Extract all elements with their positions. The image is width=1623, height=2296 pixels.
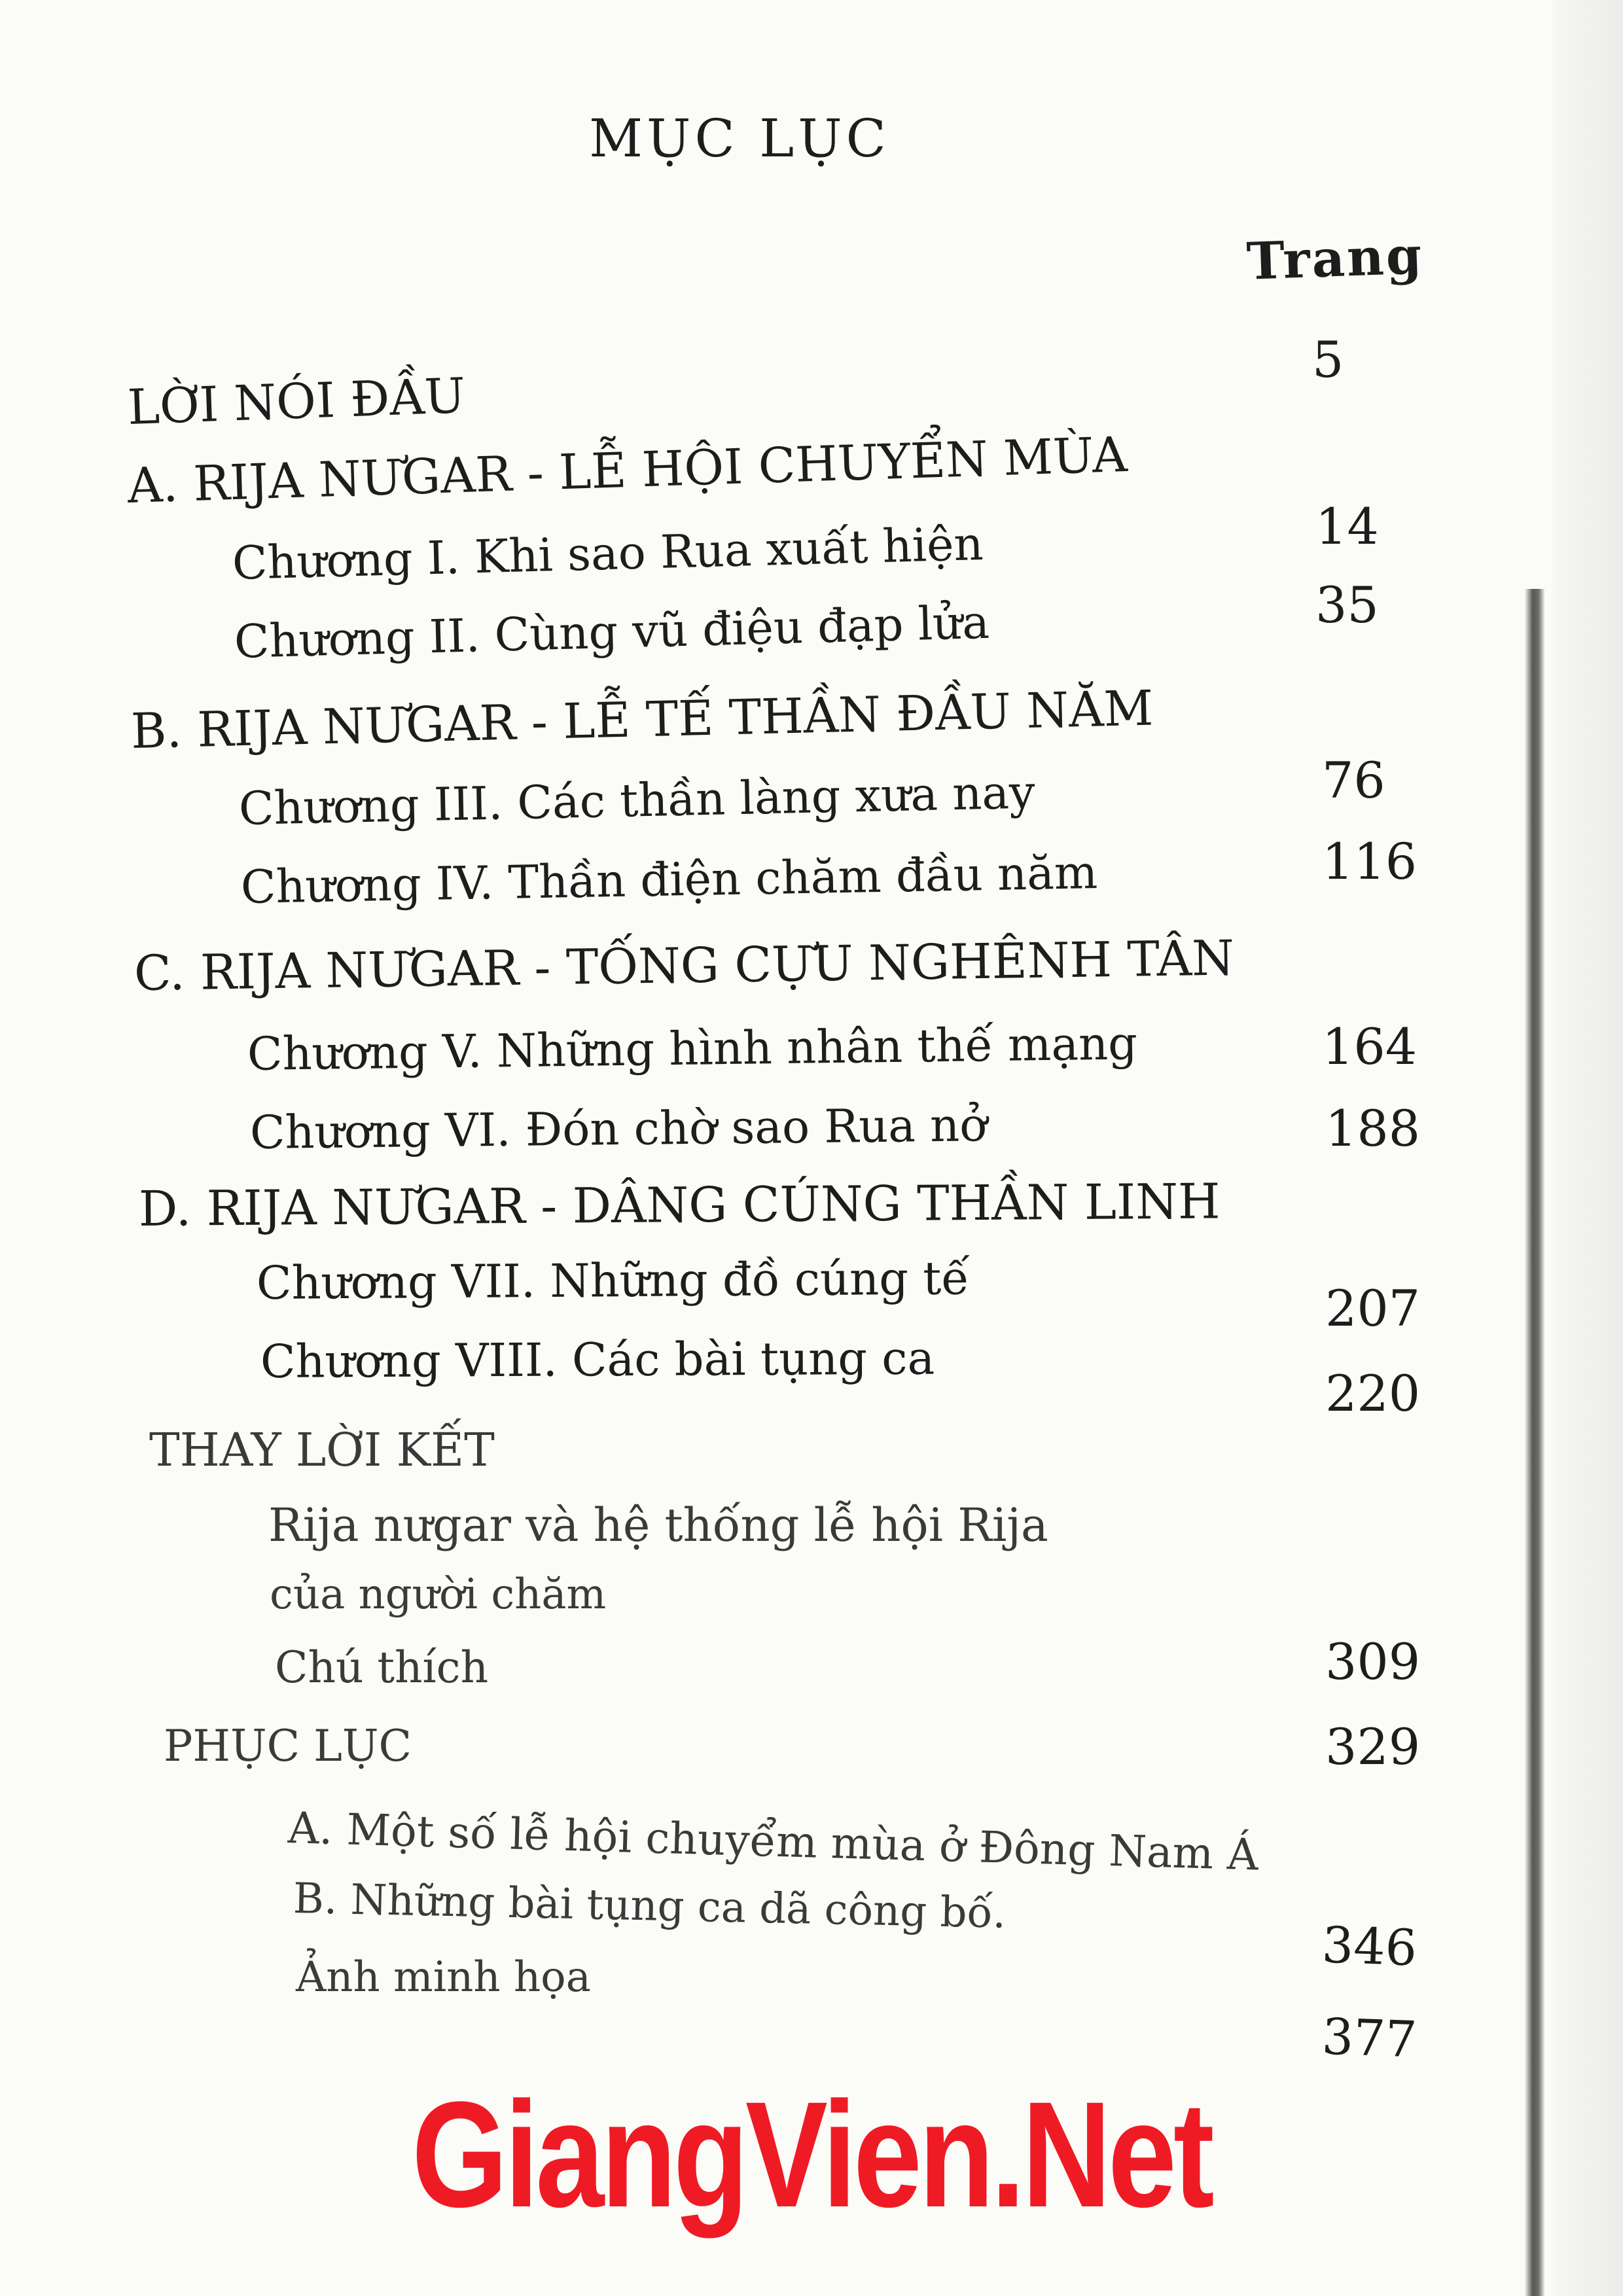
toc-chapter-8: Chương VIII. Các bài tụng ca [260,1331,935,1388]
toc-chapter-3: Chương III. Các thần làng xưa nay [238,765,1036,836]
page-column-header: Trang [1245,226,1425,292]
toc-entry-phu-luc-a: A. Một số lễ hội chuyểm mùa ở Đông Nam Á [287,1803,1259,1881]
page-edge-shadow [1552,0,1623,2296]
toc-entry-anh-minh-hoa: Ảnh minh họa [296,1953,591,2002]
toc-chapter-1: Chương I. Khi sao Rua xuất hiện [231,516,984,590]
page-title: MỤC LỤC [589,108,890,169]
toc-page-loi-noi-dau: 5 [1312,330,1344,389]
toc-page-anh-minh-hoa: 377 [1321,2007,1418,2069]
toc-page-phu-luc-a: 346 [1321,1915,1418,1977]
toc-page-chapter-6: 188 [1325,1099,1421,1157]
toc-entry-loi-noi-dau: LỜI NÓI ĐẦU [126,368,467,436]
watermark-logo: GiangVien.Net [412,2070,1211,2238]
book-spine-shadow [1525,589,1544,2296]
toc-chapter-7: Chương VII. Những đồ cúng tế [256,1251,970,1310]
toc-chapter-4: Chương IV. Thần điện chăm đầu năm [240,845,1098,914]
toc-page-chapter-1: 14 [1315,497,1379,556]
toc-page-chapter-8: 220 [1325,1364,1421,1422]
toc-entry-thay-loi-ket: THAY LỜI KẾT [149,1423,495,1477]
toc-section-c: C. RIJA NƯGAR - TỐNG CỰU NGHÊNH TÂN [134,930,1235,1002]
toc-chapter-6: Chương VI. Đón chờ sao Rua nở [249,1098,988,1159]
toc-chapter-2: Chương II. Cùng vũ điệu đạp lửa [233,595,990,669]
toc-page-phu-luc: 329 [1325,1718,1421,1776]
toc-page-chu-thich: 309 [1325,1633,1421,1691]
toc-page-chapter-3: 76 [1322,751,1385,809]
toc-chapter-5: Chương V. Những hình nhân thế mạng [247,1016,1138,1081]
toc-page-chapter-5: 164 [1322,1017,1418,1076]
toc-entry-rija-line-2: của người chăm [270,1570,607,1619]
toc-page-chapter-4: 116 [1322,832,1418,891]
toc-entry-phu-luc-b: B. Những bài tụng ca dã công bố. [293,1875,1007,1938]
toc-entry-chu-thich: Chú thích [275,1642,489,1693]
toc-entry-phu-luc: PHỤC LỤC [164,1721,412,1771]
toc-page-chapter-7: 207 [1325,1279,1421,1337]
toc-entry-rija-line-1: Rija nưgar và hệ thống lễ hội Rija [268,1498,1048,1552]
toc-section-d: D. RIJA NƯGAR - DÂNG CÚNG THẦN LINH [138,1173,1221,1237]
toc-page-chapter-2: 35 [1315,576,1379,634]
toc-section-a: A. RIJA NƯGAR - LỄ HỘI CHUYỂN MÙA [126,427,1128,514]
toc-section-b: B. RIJA NƯGAR - LỄ TẾ THẦN ĐẦU NĂM [130,680,1154,760]
